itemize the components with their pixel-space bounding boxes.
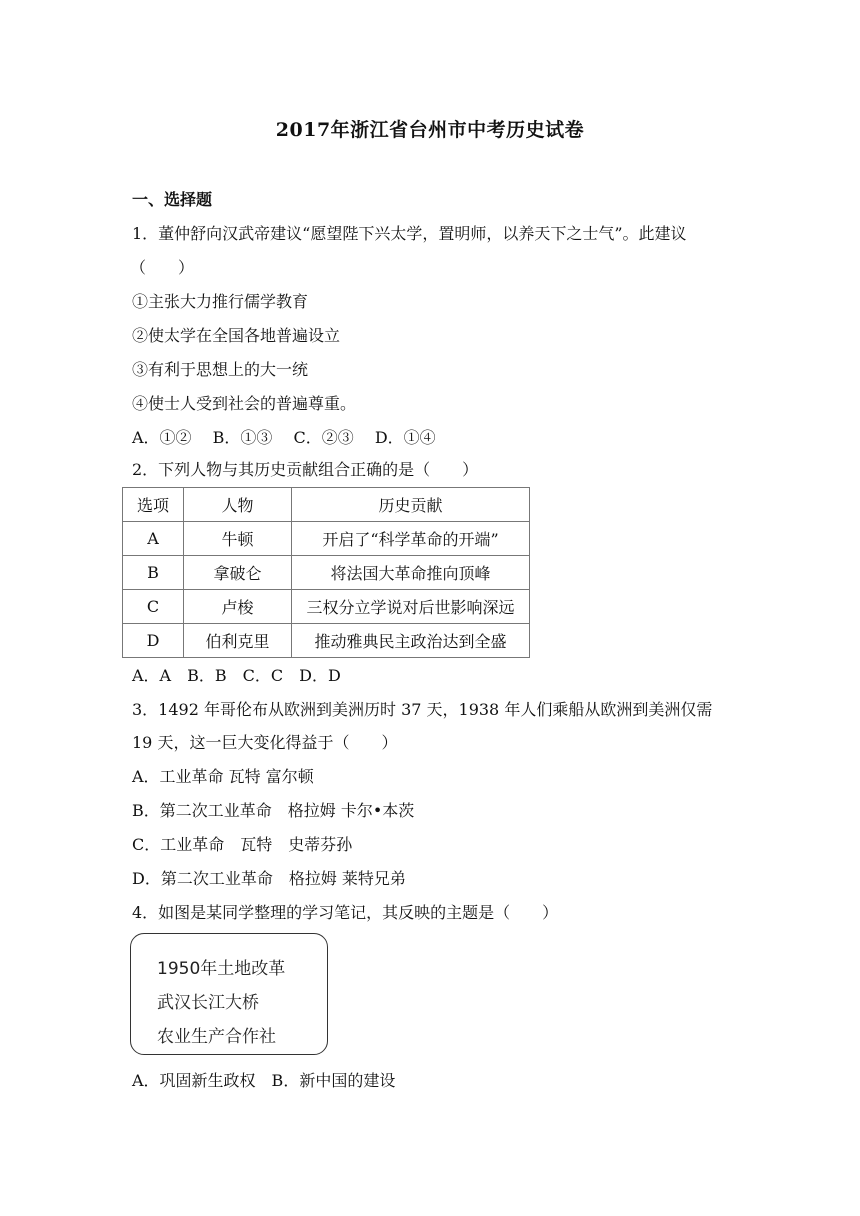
q1-item-2: ②使太学在全国各地普遍设立 bbox=[132, 326, 341, 345]
q3-option-c: C．工业革命 瓦特 史蒂芬孙 bbox=[132, 835, 353, 854]
q1-options: A．①② B．①③ C．②③ D．①④ bbox=[132, 428, 436, 447]
exam-title: 2017年浙江省台州市中考历史试卷 bbox=[275, 119, 585, 141]
q3-option-b: B．第二次工业革命 格拉姆 卡尔•本茨 bbox=[132, 801, 415, 820]
table-cell: C bbox=[123, 590, 184, 624]
note-item: 武汉长江大桥 bbox=[157, 993, 259, 1013]
table-header-person: 人物 bbox=[184, 488, 292, 522]
q4-stem: 4．如图是某同学整理的学习笔记，其反映的主题是（ ） bbox=[132, 903, 559, 922]
q1-item-1: ①主张大力推行儒学教育 bbox=[132, 292, 309, 311]
table-header-contribution: 历史贡献 bbox=[292, 488, 530, 522]
q3-option-d: D．第二次工业革命 格拉姆 莱特兄弟 bbox=[132, 869, 406, 888]
q2-stem: 2．下列人物与其历史贡献组合正确的是（ ） bbox=[132, 460, 479, 479]
table-cell: 三权分立学说对后世影响深远 bbox=[292, 590, 530, 624]
table-cell: A bbox=[123, 522, 184, 556]
q1-item-4: ④使士人受到社会的普遍尊重。 bbox=[132, 394, 357, 413]
table-cell: 拿破仑 bbox=[184, 556, 292, 590]
table-cell: 牛顿 bbox=[184, 522, 292, 556]
q3-stem-line1: 3．1492 年哥伦布从欧洲到美洲历时 37 天，1938 年人们乘船从欧洲到美洲仅需 bbox=[132, 700, 713, 719]
section-heading: 一、选择题 bbox=[132, 190, 213, 209]
q4-options: A．巩固新生政权 B．新中国的建设 bbox=[132, 1071, 396, 1090]
q1-stem-line2: （ ） bbox=[130, 258, 195, 277]
table-cell: 推动雅典民主政治达到全盛 bbox=[292, 624, 530, 658]
table-cell: 将法国大革命推向顶峰 bbox=[292, 556, 530, 590]
table-cell: 卢梭 bbox=[184, 590, 292, 624]
q3-option-a: A．工业革命 瓦特 富尔顿 bbox=[132, 767, 314, 786]
table-row bbox=[123, 624, 530, 658]
q1-item-3: ③有利于思想上的大一统 bbox=[132, 360, 309, 379]
q3-stem-line2: 19 天，这一巨大变化得益于（ ） bbox=[132, 733, 398, 752]
table-cell: D bbox=[123, 624, 184, 658]
table-row bbox=[123, 556, 530, 590]
note-item: 农业生产合作社 bbox=[157, 1027, 276, 1047]
table-cell: 伯利克里 bbox=[184, 624, 292, 658]
table-cell: B bbox=[123, 556, 184, 590]
q1-stem-line1: 1．董仲舒向汉武帝建议“愿望陛下兴太学，置明师，以养天下之士气”。此建议 bbox=[132, 224, 687, 243]
table-header-row bbox=[123, 488, 530, 522]
table-row bbox=[123, 522, 530, 556]
table-cell: 开启了“科学革命的开端” bbox=[292, 522, 530, 556]
study-note-box bbox=[130, 933, 328, 1055]
q2-table bbox=[122, 487, 530, 658]
table-row bbox=[123, 590, 530, 624]
table-header-option: 选项 bbox=[123, 488, 184, 522]
q2-options: A．A B．B C．C D．D bbox=[132, 666, 341, 685]
note-item: 1950年土地改革 bbox=[157, 959, 286, 979]
